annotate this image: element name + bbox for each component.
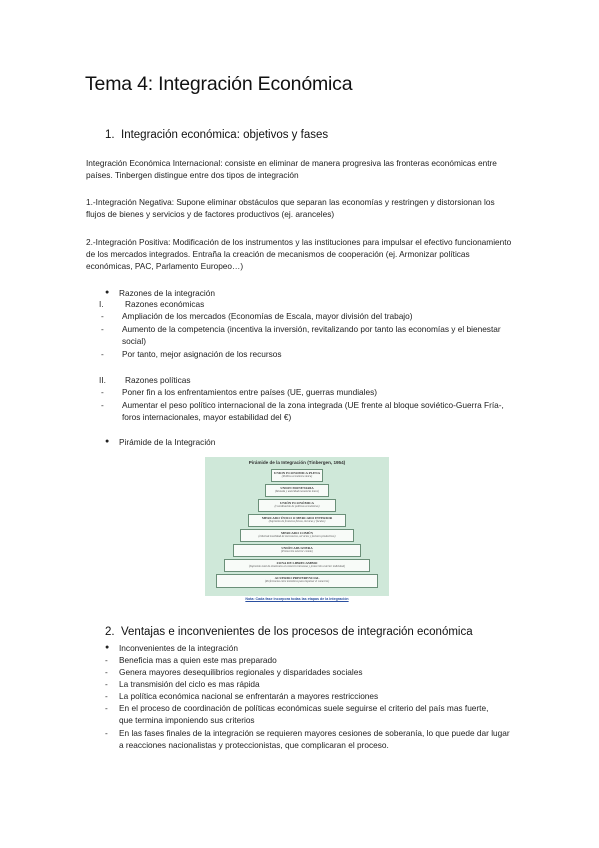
step-label: MERCADO ÚNICO O MERCADO INTERIOR [261,515,333,520]
step-sub: (Moneda y autoridad monetaria única) [275,489,319,493]
dash-marker: - [105,655,108,665]
list-item-text: Beneficia mas a quien este mas preparado [119,655,277,665]
list-item-text: En el proceso de coordinación de políticas económicas suele seguirse el criterio del país mas fuerte, que termina imponiendo sus criterios [119,703,489,725]
razones-economicas-label: Razones económicas [125,299,205,309]
intro-paragraph: Integración Económica Internacional: consiste en eliminar de manera progresiva las fronteras económicas entre países. Tinbergen distingue entre dos tipos de integración [86,158,497,180]
step-sub: (Preferencias entre miembros para impulsar el comercio) [264,579,330,583]
list-item-text: La política económica nacional se enfrentarán a mayores restricciones [119,691,379,701]
dash-marker: - [101,400,104,410]
pyramid-step [258,499,336,512]
integration-pyramid-figure [205,457,389,601]
list-item-text: Por tanto, mejor asignación de los recursos [122,349,282,359]
section-1-heading [105,129,328,141]
step-label: UNION MONETARIA [280,485,314,490]
step-label: ZONA DE LIBRECAMBIO [276,560,318,565]
roman-numeral: I. [99,299,104,309]
dash-marker: - [101,387,104,397]
roman-numeral: II. [99,375,106,385]
dash-marker: - [105,679,108,689]
section-2-number: 2. [105,626,115,638]
razones-politicas-label: Razones políticas [125,375,191,385]
pyramid-note: Nota: Cada fase incorpora todas las etapas de la integración [245,597,349,601]
bullet-icon: ● [105,644,110,651]
razones-label: Razones de la integración [119,288,215,298]
step-label: UNIÓN ECONÓMICA [279,500,314,505]
section-2-heading [105,626,473,638]
section-2-title: Ventajas e inconvenientes de los procesos de integración económica [121,626,473,638]
step-sub: (Política económica única) [281,474,313,478]
step-label: ACUERDO PREFERENCIAL [274,575,320,580]
pyramid-step [248,514,346,527]
pyramid-step [240,529,354,542]
dash-marker: - [105,728,108,738]
bullet-icon: ● [105,438,110,445]
step-label: UNIÓN ADUANERA [281,545,313,550]
step-label: UNION ECONOMICA PLENA [273,470,321,475]
pyramid-step [224,559,370,572]
step-sub: (Supresión total de obstáculos al comercio intrazona y protección exterior individual) [248,564,346,568]
list-item-text: Aumento de la competencia (incentiva la inversión, revitalizando por tanto las economías y el bienestar social) [122,324,501,346]
list-item-text: Poner fin a los enfrentamientos entre países (UE, guerras mundiales) [122,387,378,397]
pyramid-step [233,544,361,557]
positive-integration-paragraph: 2.-Integración Positiva: Modificación de los instrumentos y las instituciones para impulsar el efectivo funcionamiento de los mercados integrados. Entraña la creación de mecanismos de cooperación (ej. Armonizar políticas económicas, PAC, Parlamento Europeo…) [86,237,512,271]
dash-marker: - [105,667,108,677]
inconvenientes-label: Inconvenientes de la integración [119,643,239,653]
pyramid-step [216,574,378,588]
step-sub: (Coordinación de políticas económicas) [274,504,320,508]
step-label: MERCADO COMÚN [281,530,313,535]
list-item-text: En las fases finales de la integración se requieren mayores cesiones de soberanía, lo que puede dar lugar a reacciones nacionalistas y proteccionistas, que complicaran el proceso. [119,728,510,750]
pyramid-step [271,469,323,482]
section-1-title: Integración económica: objetivos y fases [121,129,329,141]
dash-marker: - [105,691,108,701]
bullet-icon: ● [105,289,110,296]
pyramid-title: Pirámide de la Integración (Tinbergen, 1954) [248,460,346,465]
section-1-number: 1. [105,129,115,141]
step-sub: (Protección exterior común) [281,549,313,553]
pyramid-step [265,484,329,497]
dash-marker: - [105,703,108,713]
piramide-label: Pirámide de la Integración [119,437,216,447]
dash-marker: - [101,311,104,321]
step-sub: (Libertad movilidad de mercancías, servicios y factores productivos) [258,534,336,538]
dash-marker: - [101,349,104,359]
page-title: Tema 4: Integración Económica [85,73,353,95]
list-item-text: Ampliación de los mercados (Economías de Escala, mayor división del trabajo) [122,311,413,321]
list-item-text: La transmisión del ciclo es mas rápida [119,679,260,689]
list-item-text: Genera mayores desequilibrios regionales y disparidades sociales [119,667,363,677]
dash-marker: - [101,324,104,334]
list-item-text: Aumentar el peso político internacional de la zona integrada (UE frente al bloque soviético-Guerra Fría-, foros internacionales, mayor estabilidad del €) [122,400,504,422]
negative-integration-paragraph: 1.-Integración Negativa: Supone eliminar obstáculos que separan las economías y restringen y distorsionan los flujos de bienes y servicios y de factores productivos (ej. aranceles) [86,197,495,219]
step-sub: (Supresión de fronteras físicas, técnicas y fiscales) [268,519,326,523]
